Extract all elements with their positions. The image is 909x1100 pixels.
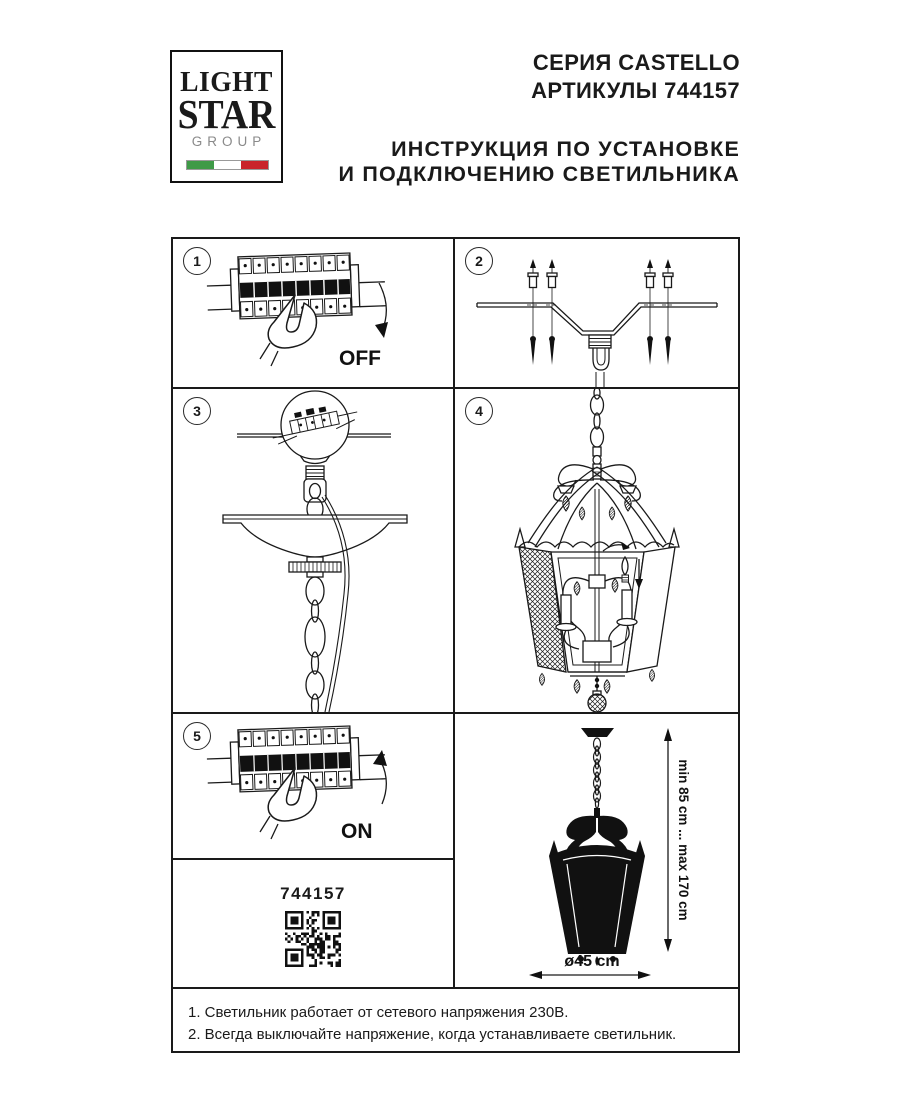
height-dimension-arrow [664,728,672,952]
chain-icon [305,577,325,712]
switch-down-arrow-icon [375,283,388,338]
step-4-cell [455,389,738,714]
circuit-breaker-icon [206,725,386,793]
crown-scrolls-icon [554,456,641,520]
off-label: OFF [339,347,381,370]
wall-anchors-icon [528,259,673,365]
flag-white-stripe [214,161,241,169]
flag-green-stripe [187,161,214,169]
chain-silhouette [594,738,601,808]
breaker-off-drawing [173,239,455,387]
qr-code [285,910,341,968]
breaker-on-drawing [173,714,455,858]
note-1: 1. Светильник работает от сетевого напряжения 230В. [188,1004,569,1021]
article-number: 744157 [280,884,346,903]
bracket-plate-icon [477,303,717,335]
step-1-cell [173,239,455,389]
logo-word-group: GROUP [191,134,267,149]
canopy-chain-drawing [173,389,455,712]
switch-up-arrow-icon [373,750,387,804]
article-title: АРТИКУЛЫ 744157 [531,78,740,103]
note-2: 2. Всегда выключайте напряжение, когда устанавливаете светильник. [188,1025,677,1043]
qr-cell [173,860,455,989]
notes-cell [173,989,738,1051]
lightstar-logo [170,50,283,183]
mounting-bracket-drawing [455,239,738,387]
step-2-number-badge: 2 [465,247,493,275]
logo-word-star: STAR [177,91,276,137]
canopy-icon [223,515,407,557]
italian-flag-icon [186,160,269,170]
chandelier-assembly-drawing [455,389,738,712]
instruction-line-2: И ПОДКЛЮЧЕНИЮ СВЕТИЛЬНИКА [338,162,740,186]
logo-word-light: LIGHT [180,66,273,98]
circuit-breaker-icon [206,252,386,320]
step-3-cell [173,389,455,714]
step-1-number-badge: 1 [183,247,211,275]
lantern-silhouette [549,808,645,966]
diameter-label: ø45 cm [564,953,620,970]
canopy-silhouette [581,728,614,737]
on-label: ON [341,820,373,843]
bottom-finial-icon [539,669,654,712]
lock-nut-icon [289,557,341,577]
header-title-block [531,49,740,105]
step-3-number-badge: 3 [183,397,211,425]
threaded-nipple-icon [306,466,324,479]
step-5-number-badge: 5 [183,722,211,750]
height-range-label: min 85 cm ... max 170 cm [676,759,691,921]
suspension-chain-icon [591,389,604,456]
step-2-cell [455,239,738,389]
chandelier-dimensions-drawing [455,714,738,987]
flag-red-stripe [241,161,268,169]
step-4-number-badge: 4 [465,397,493,425]
header-instruction-block [339,137,740,187]
series-title: СЕРИЯ CASTELLO [532,50,740,75]
instruction-line-1: ИНСТРУКЦИЯ ПО УСТАНОВКЕ [391,137,740,161]
hook-nipple-icon [589,335,611,387]
diameter-dimension-arrow [529,971,651,979]
step-5-cell [173,714,455,860]
dimensions-cell [455,714,738,989]
instruction-table [171,237,740,1053]
